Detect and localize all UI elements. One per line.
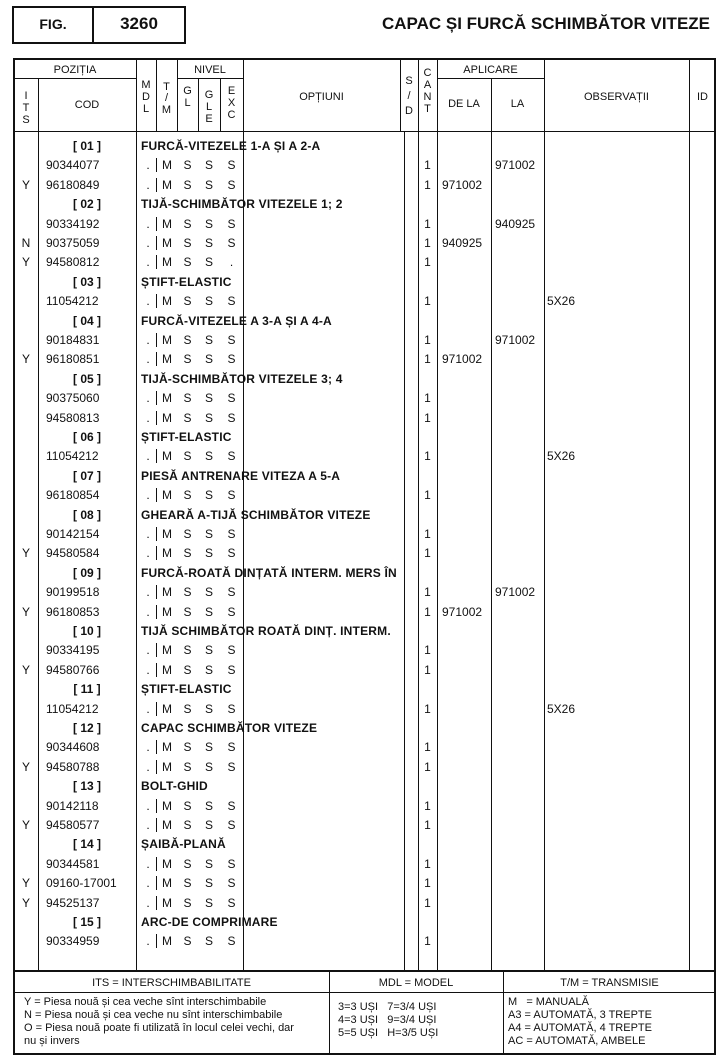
- its-value: Y: [21, 546, 30, 560]
- header-gl-2: L: [184, 97, 191, 109]
- exc-value: S: [227, 546, 236, 560]
- part-code: 94580812: [46, 255, 100, 269]
- mdl-value: .: [146, 934, 150, 948]
- cant-value: 1: [424, 217, 431, 231]
- gl-value: S: [183, 605, 192, 619]
- header-its-2: T: [22, 102, 30, 114]
- gle-value: S: [204, 818, 213, 832]
- mdl-value: .: [146, 799, 150, 813]
- gle-value: S: [204, 799, 213, 813]
- header-mdl-3: L: [142, 103, 150, 115]
- cant-value: 1: [424, 585, 431, 599]
- gl-value: S: [183, 740, 192, 754]
- gle-value: S: [204, 391, 213, 405]
- gl-value: S: [183, 934, 192, 948]
- mdl-value: .: [146, 876, 150, 890]
- cant-value: 1: [424, 799, 431, 813]
- tm-value: M: [162, 255, 172, 269]
- gle-value: S: [204, 294, 213, 308]
- position-number: [ 03 ]: [72, 275, 101, 289]
- part-title: FURCĂ-VITEZELE A 3-A ȘI A 4-A: [141, 314, 332, 328]
- cant-value: 1: [424, 333, 431, 347]
- cant-value: 1: [424, 760, 431, 774]
- mdl-value: .: [146, 333, 150, 347]
- part-code: 90334195: [46, 643, 100, 657]
- fig-number: 3260: [120, 14, 158, 33]
- part-code: 11054212: [46, 294, 99, 308]
- gle-value: S: [204, 663, 213, 677]
- mdl-value: .: [146, 702, 150, 716]
- header-exc-2: X: [227, 97, 236, 109]
- gl-value: S: [183, 294, 192, 308]
- gle-value: S: [204, 158, 213, 172]
- cant-value: 1: [424, 527, 431, 541]
- part-title: TIJĂ-SCHIMBĂTOR VITEZELE 3; 4: [141, 372, 343, 386]
- cant-value: 1: [424, 934, 431, 948]
- mdl-value: .: [146, 605, 150, 619]
- part-title: FURCĂ-VITEZELE 1-A ȘI A 2-A: [141, 139, 321, 153]
- mdl-value: .: [146, 663, 150, 677]
- legend-mdl-title: MDL = MODEL: [378, 977, 454, 989]
- gle-value: S: [204, 333, 213, 347]
- part-code: 96180854: [46, 488, 100, 502]
- tm-value: M: [162, 391, 172, 405]
- part-title: TIJĂ-SCHIMBĂTOR VITEZELE 1; 2: [141, 197, 343, 211]
- part-code: 96180849: [46, 178, 100, 192]
- part-code: 90142154: [46, 527, 100, 541]
- gl-value: S: [183, 702, 192, 716]
- header-mdl-1: M: [141, 79, 151, 91]
- its-value: Y: [21, 255, 30, 269]
- part-code: 94525137: [46, 896, 100, 910]
- mdl-value: .: [146, 896, 150, 910]
- tm-value: M: [162, 333, 172, 347]
- gl-value: S: [183, 527, 192, 541]
- part-title: ȘTIFT-ELASTIC: [141, 275, 232, 289]
- cant-value: 1: [424, 857, 431, 871]
- exc-value: S: [227, 934, 236, 948]
- its-value: N: [21, 236, 31, 250]
- cant-value: 1: [424, 411, 431, 425]
- exc-value: S: [227, 643, 236, 657]
- mdl-value: .: [146, 391, 150, 405]
- cant-value: 1: [424, 876, 431, 890]
- exc-value: S: [227, 217, 236, 231]
- part-code: 90375060: [46, 391, 100, 405]
- part-code: 90375059: [46, 236, 100, 250]
- header-gle-2: L: [205, 101, 213, 113]
- part-code: 94580584: [46, 546, 100, 560]
- exc-value: S: [227, 158, 236, 172]
- exc-value: S: [227, 857, 236, 871]
- part-code: 90344608: [46, 740, 100, 754]
- part-code: 90334959: [46, 934, 100, 948]
- to-date: 940925: [495, 217, 536, 231]
- gle-value: S: [204, 217, 213, 231]
- position-number: [ 13 ]: [72, 779, 101, 793]
- mdl-value: .: [146, 760, 150, 774]
- legend-tm-line: AC = AUTOMATĂ, AMBELE: [508, 1035, 646, 1047]
- part-title: PIESĂ ANTRENARE VITEZA A 5-A: [141, 469, 341, 483]
- mdl-value: .: [146, 352, 150, 366]
- header-cant-3: N: [423, 91, 432, 103]
- gle-value: S: [204, 411, 213, 425]
- to-date: 971002: [495, 585, 536, 599]
- part-title: ARC-DE COMPRIMARE: [141, 915, 278, 929]
- header-sd-2: /: [407, 90, 411, 102]
- tm-value: M: [162, 158, 172, 172]
- cant-value: 1: [424, 702, 431, 716]
- exc-value: S: [227, 702, 236, 716]
- legend-its-line: O = Piesa nouă poate fi utilizată în locul celei vechi, dar: [24, 1022, 294, 1034]
- its-value: Y: [21, 605, 30, 619]
- mdl-value: .: [146, 158, 150, 172]
- exc-value: S: [227, 896, 236, 910]
- cant-value: 1: [424, 896, 431, 910]
- position-number: [ 04 ]: [72, 314, 101, 328]
- part-code: 96180851: [46, 352, 100, 366]
- gl-value: S: [183, 178, 192, 192]
- header-its-3: S: [22, 114, 30, 126]
- part-code: 90344581: [46, 857, 100, 871]
- gl-value: S: [183, 352, 192, 366]
- mdl-value: .: [146, 217, 150, 231]
- part-code: 90344077: [46, 158, 100, 172]
- tm-value: M: [162, 294, 172, 308]
- tm-value: M: [162, 760, 172, 774]
- cant-value: 1: [424, 605, 431, 619]
- gle-value: S: [204, 585, 213, 599]
- header-tm-2: /: [164, 92, 169, 104]
- header-gl-1: G: [183, 85, 192, 97]
- header-la: LA: [510, 98, 525, 110]
- legend-tm-line: M = MANUALĂ: [508, 996, 589, 1008]
- header-gle-1: G: [204, 89, 214, 101]
- header-cant-4: T: [424, 103, 431, 115]
- gle-value: S: [204, 702, 213, 716]
- exc-value: S: [227, 178, 236, 192]
- part-title: ȘTIFT-ELASTIC: [141, 430, 232, 444]
- its-value: Y: [21, 178, 30, 192]
- tm-value: M: [162, 643, 172, 657]
- gle-value: S: [204, 255, 213, 269]
- header-sd-3: D: [405, 105, 413, 117]
- tm-value: M: [162, 663, 172, 677]
- gle-value: S: [204, 896, 213, 910]
- tm-value: M: [162, 178, 172, 192]
- tm-value: M: [162, 857, 172, 871]
- exc-value: S: [227, 449, 236, 463]
- tm-value: M: [162, 236, 172, 250]
- part-title: TIJĂ SCHIMBĂTOR ROATĂ DINȚ. INTERM.: [141, 624, 391, 638]
- position-number: [ 15 ]: [72, 915, 101, 929]
- gl-value: S: [183, 255, 192, 269]
- cant-value: 1: [424, 488, 431, 502]
- cant-value: 1: [424, 663, 431, 677]
- exc-value: S: [227, 236, 236, 250]
- exc-value: S: [227, 818, 236, 832]
- gl-value: S: [183, 876, 192, 890]
- tm-value: M: [162, 585, 172, 599]
- tm-value: M: [162, 488, 172, 502]
- gle-value: S: [204, 605, 213, 619]
- header-tm-1: T: [163, 81, 170, 93]
- exc-value: S: [227, 799, 236, 813]
- part-code: 90142118: [46, 799, 99, 813]
- gle-value: S: [204, 488, 213, 502]
- from-date: 971002: [442, 605, 483, 619]
- gl-value: S: [183, 585, 192, 599]
- gle-value: S: [204, 934, 213, 948]
- mdl-value: .: [146, 488, 150, 502]
- exc-value: S: [227, 333, 236, 347]
- gle-value: S: [204, 643, 213, 657]
- tm-value: M: [162, 411, 172, 425]
- header-exc-3: C: [227, 109, 236, 121]
- cant-value: 1: [424, 294, 431, 308]
- mdl-value: .: [146, 740, 150, 754]
- header-nivel: NIVEL: [194, 64, 226, 76]
- position-number: [ 01 ]: [72, 139, 101, 153]
- part-code: 11054212: [46, 702, 99, 716]
- part-code: 94580766: [46, 663, 100, 677]
- position-number: [ 12 ]: [72, 721, 101, 735]
- legend-its-title: ITS = INTERSCHIMBABILITATE: [92, 977, 251, 989]
- mdl-value: .: [146, 585, 150, 599]
- gl-value: S: [183, 857, 192, 871]
- part-title: FURCĂ-ROATĂ DINȚATĂ INTERM. MERS ÎN: [141, 566, 397, 580]
- gle-value: S: [204, 740, 213, 754]
- gle-value: S: [204, 527, 213, 541]
- gl-value: S: [183, 818, 192, 832]
- tm-value: M: [162, 818, 172, 832]
- header-tm-3: M: [161, 104, 172, 116]
- mdl-value: .: [146, 818, 150, 832]
- position-number: [ 06 ]: [72, 430, 101, 444]
- tm-value: M: [162, 449, 172, 463]
- legend-mdl-line: 5=5 UȘI H=3/5 UȘI: [338, 1027, 439, 1039]
- gl-value: S: [183, 333, 192, 347]
- header-cant-1: C: [423, 67, 432, 79]
- legend-its-line: nu și invers: [24, 1035, 80, 1047]
- part-code: 94580788: [46, 760, 100, 774]
- exc-value: S: [227, 876, 236, 890]
- to-date: 971002: [495, 158, 536, 172]
- exc-value: S: [227, 488, 236, 502]
- legend-mdl-line: 4=3 UȘI 9=3/4 UȘI: [338, 1014, 437, 1026]
- exc-value: S: [227, 294, 236, 308]
- header-aplicare: APLICARE: [463, 64, 518, 76]
- its-value: Y: [21, 352, 30, 366]
- observation: 5X26: [547, 294, 576, 308]
- its-value: Y: [21, 896, 30, 910]
- gle-value: S: [204, 760, 213, 774]
- legend-its-line: Y = Piesa nouă și cea veche sînt interschimbabile: [24, 996, 267, 1008]
- mdl-value: .: [146, 236, 150, 250]
- header-its-1: I: [24, 90, 28, 102]
- cant-value: 1: [424, 236, 431, 250]
- cant-value: 1: [424, 158, 431, 172]
- cant-value: 1: [424, 178, 431, 192]
- header-optiuni: OPȚIUNI: [299, 91, 344, 103]
- gl-value: S: [183, 760, 192, 774]
- part-code: 90184831: [46, 333, 100, 347]
- position-number: [ 05 ]: [72, 372, 101, 386]
- cant-value: 1: [424, 352, 431, 366]
- position-number: [ 09 ]: [72, 566, 101, 580]
- exc-value: S: [227, 663, 236, 677]
- its-value: Y: [21, 760, 30, 774]
- tm-value: M: [162, 799, 172, 813]
- from-date: 971002: [442, 352, 483, 366]
- header-gle-3: E: [205, 113, 213, 125]
- part-title: ȘTIFT-ELASTIC: [141, 682, 232, 696]
- legend-its-line: N = Piesa nouă și cea veche nu sînt interschimbabile: [24, 1009, 283, 1021]
- to-date: 971002: [495, 333, 536, 347]
- legend-tm-title: T/M = TRANSMISIE: [560, 977, 659, 989]
- part-title: BOLT-GHID: [141, 779, 208, 793]
- mdl-value: .: [146, 857, 150, 871]
- part-code: 94580577: [46, 818, 100, 832]
- gl-value: S: [183, 896, 192, 910]
- exc-value: S: [227, 740, 236, 754]
- from-date: 940925: [442, 236, 483, 250]
- position-number: [ 08 ]: [72, 508, 101, 522]
- position-number: [ 02 ]: [72, 197, 101, 211]
- its-value: Y: [21, 663, 30, 677]
- mdl-value: .: [146, 546, 150, 560]
- legend-mdl-line: 3=3 UȘI 7=3/4 UȘI: [338, 1001, 437, 1013]
- tm-value: M: [162, 352, 172, 366]
- gl-value: S: [183, 391, 192, 405]
- part-title: ȘAIBĂ-PLANĂ: [141, 837, 226, 851]
- tm-value: M: [162, 217, 172, 231]
- cant-value: 1: [424, 818, 431, 832]
- tm-value: M: [162, 740, 172, 754]
- position-number: [ 07 ]: [72, 469, 101, 483]
- tm-value: M: [162, 876, 172, 890]
- mdl-value: .: [146, 294, 150, 308]
- its-value: Y: [21, 818, 30, 832]
- legend-tm-line: A3 = AUTOMATĂ, 3 TREPTE: [508, 1009, 652, 1021]
- tm-value: M: [162, 934, 172, 948]
- position-number: [ 14 ]: [72, 837, 101, 851]
- exc-value: S: [227, 585, 236, 599]
- part-code: 09160-17001: [46, 876, 117, 890]
- header-pozitia: POZIȚIA: [53, 64, 97, 76]
- gl-value: S: [183, 236, 192, 250]
- position-number: [ 11 ]: [73, 682, 101, 696]
- header-exc-1: E: [227, 85, 236, 97]
- mdl-value: .: [146, 643, 150, 657]
- header-id: ID: [697, 91, 708, 103]
- tm-value: M: [162, 702, 172, 716]
- its-value: Y: [21, 876, 30, 890]
- mdl-value: .: [146, 255, 150, 269]
- gle-value: S: [204, 449, 213, 463]
- observation: 5X26: [547, 449, 576, 463]
- part-code: 90334192: [46, 217, 100, 231]
- position-number: [ 10 ]: [72, 624, 101, 638]
- gl-value: S: [183, 799, 192, 813]
- from-date: 971002: [442, 178, 483, 192]
- gle-value: S: [204, 352, 213, 366]
- gle-value: S: [204, 178, 213, 192]
- gl-value: S: [183, 411, 192, 425]
- cant-value: 1: [424, 643, 431, 657]
- fig-label: FIG.: [39, 16, 67, 32]
- tm-value: M: [162, 546, 172, 560]
- gle-value: S: [204, 546, 213, 560]
- mdl-value: .: [146, 527, 150, 541]
- part-code: 96180853: [46, 605, 100, 619]
- cant-value: 1: [424, 740, 431, 754]
- observation: 5X26: [547, 702, 576, 716]
- part-code: 90199518: [46, 585, 100, 599]
- cant-value: 1: [424, 255, 431, 269]
- part-code: 11054212: [46, 449, 99, 463]
- header-dela: DE LA: [448, 98, 480, 110]
- part-code: 94580813: [46, 411, 100, 425]
- header-cod: COD: [74, 99, 100, 111]
- header-mdl-2: D: [142, 91, 150, 103]
- gle-value: S: [204, 236, 213, 250]
- tm-value: M: [162, 896, 172, 910]
- gl-value: S: [183, 643, 192, 657]
- gl-value: S: [183, 663, 192, 677]
- gl-value: S: [183, 449, 192, 463]
- exc-value: S: [227, 527, 236, 541]
- header-sd-1: S: [405, 75, 413, 87]
- gle-value: S: [204, 857, 213, 871]
- gl-value: S: [183, 488, 192, 502]
- part-title: CAPAC SCHIMBĂTOR VITEZE: [141, 721, 318, 735]
- mdl-value: .: [146, 178, 150, 192]
- mdl-value: .: [146, 449, 150, 463]
- gl-value: S: [183, 546, 192, 560]
- mdl-value: .: [146, 411, 150, 425]
- gle-value: S: [204, 876, 213, 890]
- cant-value: 1: [424, 546, 431, 560]
- legend-tm-line: A4 = AUTOMATĂ, 4 TREPTE: [508, 1022, 652, 1034]
- cant-value: 1: [424, 449, 431, 463]
- gl-value: S: [183, 217, 192, 231]
- cant-value: 1: [424, 391, 431, 405]
- exc-value: S: [227, 760, 236, 774]
- exc-value: S: [227, 605, 236, 619]
- exc-value: .: [229, 255, 234, 269]
- tm-value: M: [162, 605, 172, 619]
- exc-value: S: [227, 391, 236, 405]
- part-title: GHEARĂ A-TIJĂ SCHIMBĂTOR VITEZE: [141, 508, 371, 522]
- page-title: CAPAC ȘI FURCĂ SCHIMBĂTOR VITEZE: [381, 14, 710, 33]
- exc-value: S: [227, 411, 236, 425]
- header-cant-2: A: [423, 79, 432, 91]
- header-observatii: OBSERVAȚII: [583, 91, 649, 103]
- exc-value: S: [227, 352, 236, 366]
- gl-value: S: [183, 158, 192, 172]
- tm-value: M: [162, 527, 172, 541]
